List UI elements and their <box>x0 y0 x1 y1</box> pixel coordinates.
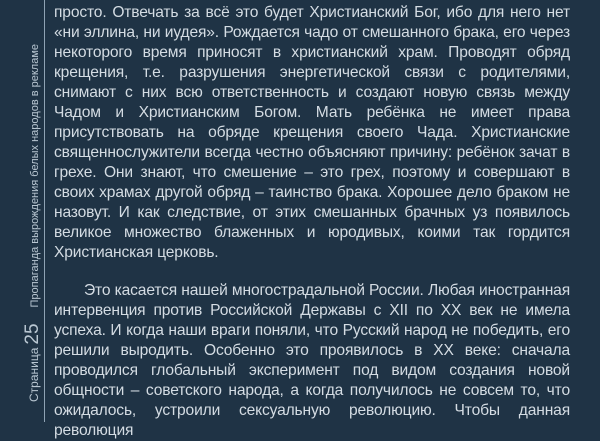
side-margin <box>0 0 48 422</box>
page-label: Страница <box>27 347 41 402</box>
side-running-header <box>22 44 44 422</box>
book-title: Пропаганда вырождения белых народов в рекламе <box>29 43 41 308</box>
body-text <box>54 3 570 441</box>
page-number: 25 <box>22 323 43 345</box>
paragraph-1: просто. Отвечать за всё это будет Христианский Бог, ибо для него нет «ни эллина, ни иудея». Рождается чадо от смешанного брака, его через некоторого время приносят в христианский храм. Проводят обряд крещения, т.е. разрушения энергетической связи с родителями, снимают с них всю ответственность и создают новую связь между Чадом и Христианским Богом. Мать ребёнка не имеет права присутствовать на обряде крещения своего Чада. Христианские священнослужители всегда честно объясняют причину: ребёнок зачат в грехе. Они знают, что смешение – это грех, поэтому и совершают в своих храмах другой обряд – таинство брака. Хорошее дело браком не назовут. И как следствие, от этих смешанных брачных уз появилось великое множество блаженных и юродивых, коими так гордится Христианская церковь. <box>54 4 570 261</box>
paragraph-2: Это касается нашей многострадальной России. Любая иностранная интервенция против Российской Державы с XII по XX век не имела успеха. И когда наши враги поняли, что Русский народ не победить, его решили выродить. Особенно это проявилось в XX веке: сначала проводился глобальный эксперимент под видом создания новой общности – советского народа, а когда получилось не совсем то, что ожидалось, устроили сексуальную революцию. Чтобы данная революция <box>54 282 570 439</box>
